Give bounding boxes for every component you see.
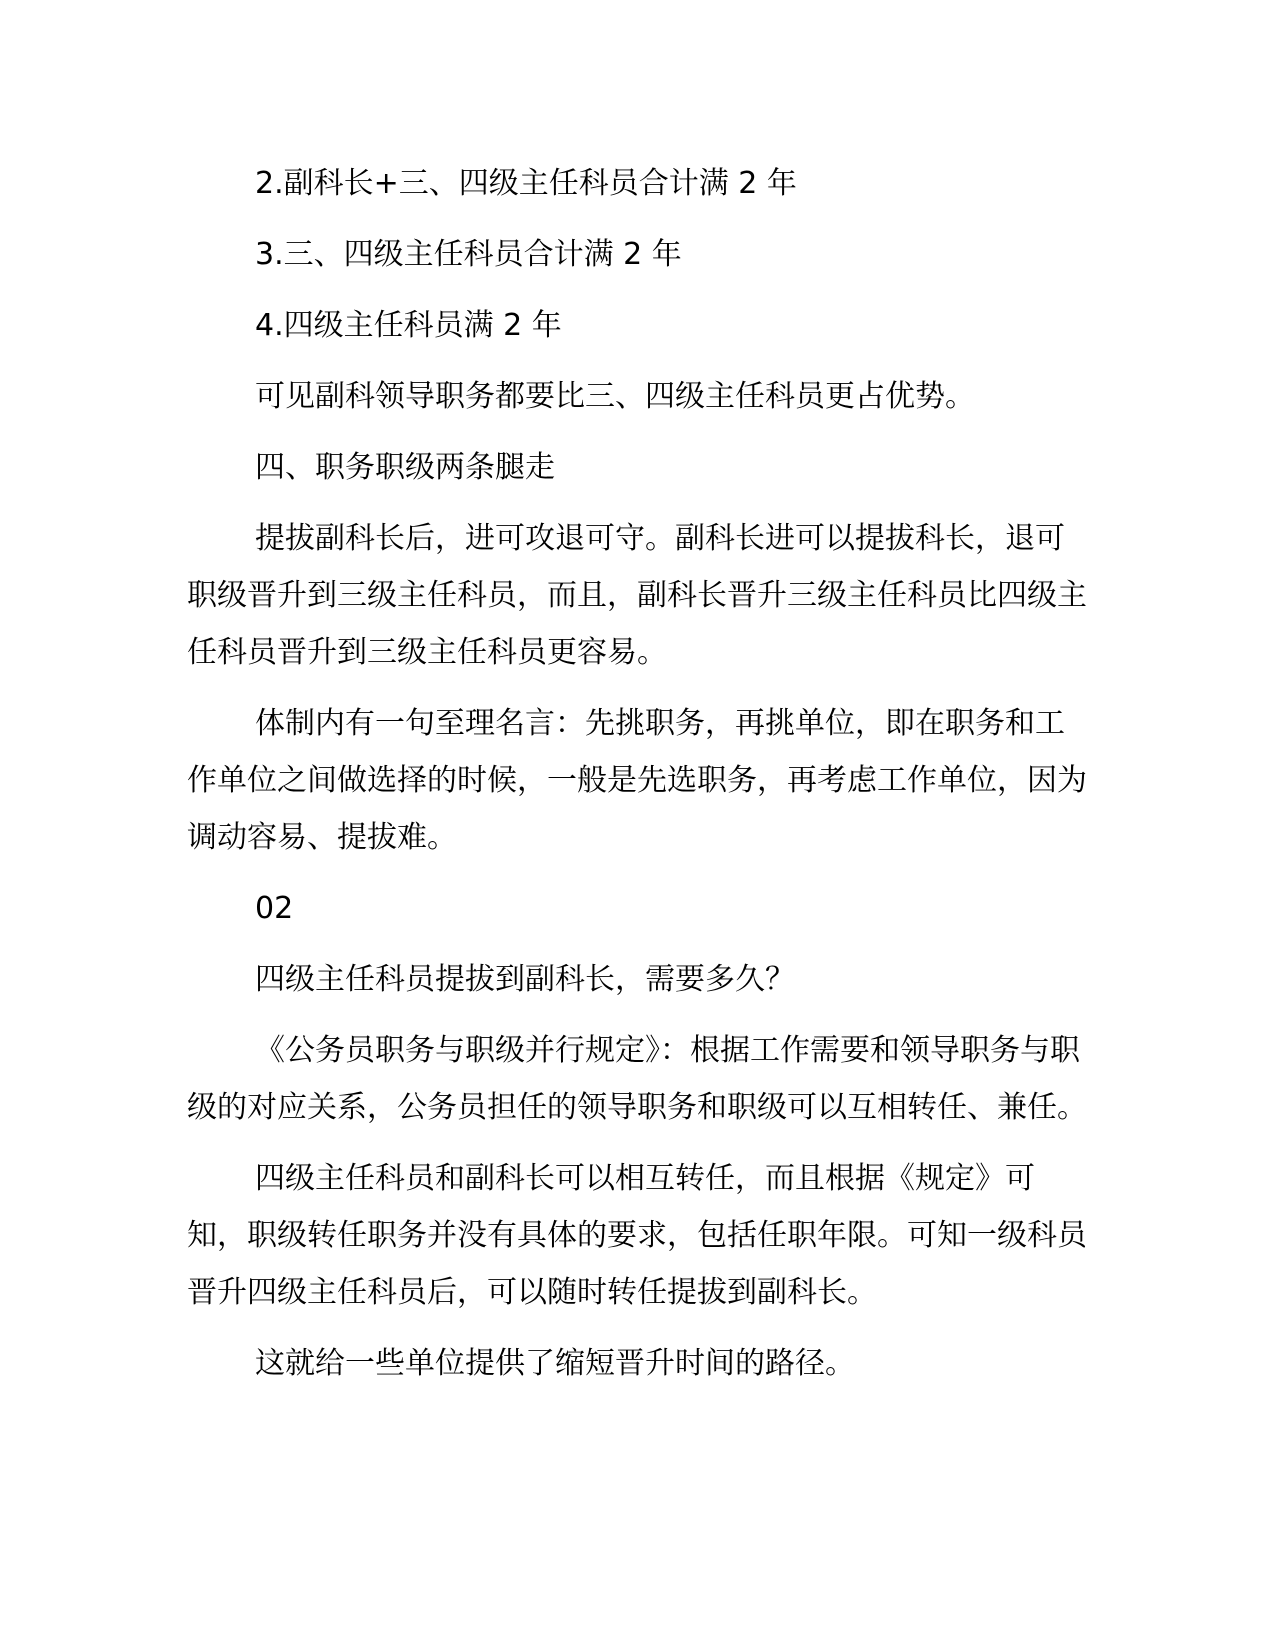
section-number: 02 xyxy=(255,891,294,926)
paragraph-advance-retreat: 提拔副科长后，进可攻退可守。副科长进可以提拔科长，退可职级晋升到三级主任科员，而且，副科长晋升三级主任科员比四级主任科员晋升到三级主任科员更容易。 xyxy=(187,521,1087,670)
paragraph-condition-3: 3.三、四级主任科员合计满 2 年 xyxy=(255,237,682,272)
section-question: 四级主任科员提拔到副科长，需要多久？ xyxy=(255,962,795,997)
paragraph-conclusion: 可见副科领导职务都要比三、四级主任科员更占优势。 xyxy=(255,379,975,414)
paragraph-condition-4: 4.四级主任科员满 2 年 xyxy=(255,308,562,343)
paragraph-regulation: 《公务员职务与职级并行规定》：根据工作需要和领导职务与职级的对应关系，公务员担任的领导职务和职级可以互相转任、兼任。 xyxy=(187,1033,1087,1125)
paragraph-maxim: 体制内有一句至理名言：先挑职务，再挑单位，即在职务和工作单位之间做选择的时候，一般是先选职务，再考虑工作单位，因为调动容易、提拔难。 xyxy=(187,706,1087,855)
paragraph-condition-2: 2.副科长+三、四级主任科员合计满 2 年 xyxy=(255,166,797,201)
document-body xyxy=(187,155,1089,1406)
paragraph-shortcut: 这就给一些单位提供了缩短晋升时间的路径。 xyxy=(255,1346,855,1381)
section-heading-4: 四、职务职级两条腿走 xyxy=(255,450,555,485)
paragraph-transfer: 四级主任科员和副科长可以相互转任，而且根据《规定》可知，职级转任职务并没有具体的要求，包括任职年限。可知一级科员晋升四级主任科员后，可以随时转任提拔到副科长。 xyxy=(187,1161,1087,1310)
